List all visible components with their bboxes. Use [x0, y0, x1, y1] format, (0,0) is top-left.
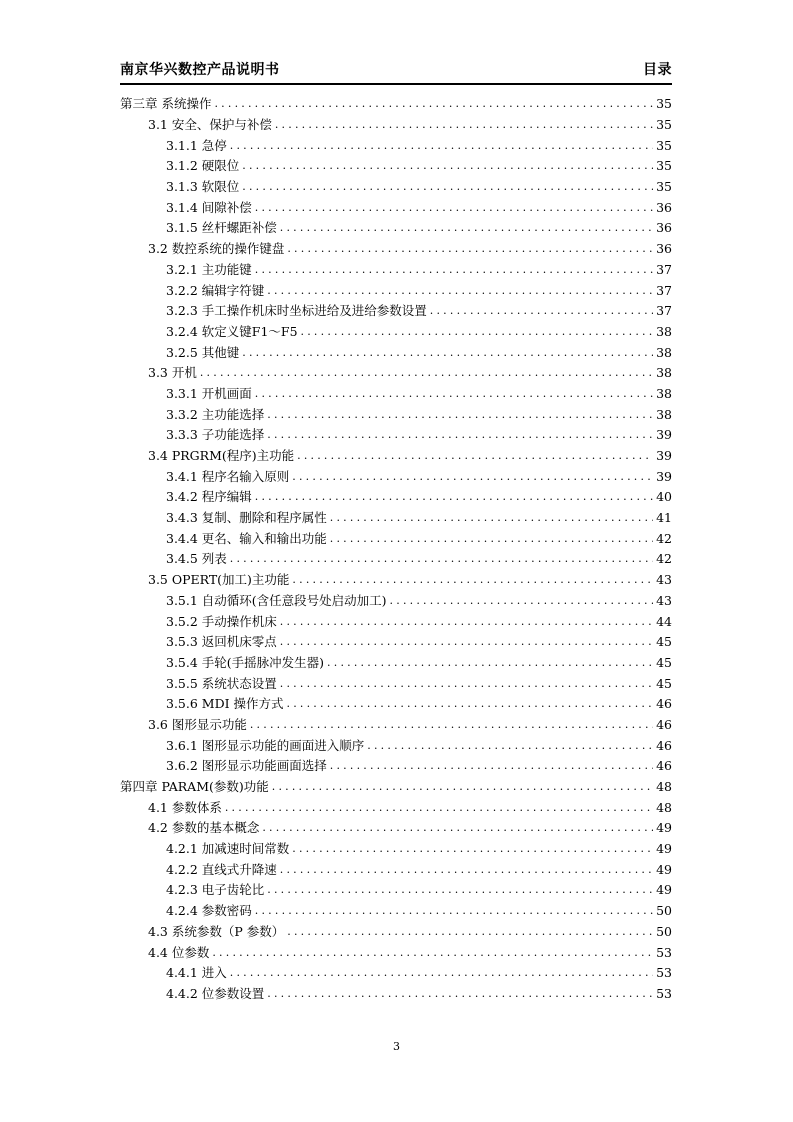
- toc-entry-page: 38: [656, 365, 672, 381]
- toc-entry-title: 3.2.4 软定义键F1～F5: [166, 323, 298, 339]
- toc-entry-page: 35: [656, 137, 672, 153]
- table-of-contents: [120, 94, 672, 1004]
- toc-entry-title: 3.1.4 间隙补偿: [166, 199, 252, 215]
- toc-entry-page: 37: [656, 303, 672, 319]
- toc-entry[interactable]: [120, 94, 672, 115]
- toc-entry-title: 4.2.4 参数密码: [166, 903, 252, 919]
- toc-dot-leader: [262, 818, 653, 838]
- toc-entry-page: 49: [656, 861, 672, 877]
- toc-dot-leader: [242, 177, 653, 197]
- toc-entry-page: 46: [656, 696, 672, 712]
- toc-dot-leader: [367, 736, 653, 756]
- toc-dot-leader: [267, 405, 653, 425]
- toc-entry-page: 37: [656, 261, 672, 277]
- toc-entry-title: 3.3 开机: [148, 365, 197, 381]
- toc-dot-leader: [214, 94, 653, 114]
- toc-entry-title: 3.3.1 开机画面: [166, 385, 252, 401]
- page-number: 3: [393, 1040, 400, 1053]
- toc-entry-title: 3.1.2 硬限位: [166, 158, 240, 174]
- toc-entry[interactable]: [120, 280, 672, 301]
- toc-entry[interactable]: [120, 797, 672, 818]
- toc-entry-title: 3.5.1 自动循环(含任意段号处启动加工): [166, 592, 387, 608]
- toc-entry-page: 46: [656, 758, 672, 774]
- toc-entry[interactable]: [120, 942, 672, 963]
- toc-dot-leader: [287, 694, 653, 714]
- header-title: 南京华兴数控产品说明书: [120, 62, 280, 78]
- toc-dot-leader: [255, 384, 653, 404]
- toc-entry-title: 3.2.5 其他键: [166, 344, 240, 360]
- toc-dot-leader: [280, 218, 653, 238]
- toc-entry[interactable]: [120, 487, 672, 508]
- toc-entry-page: 45: [656, 675, 672, 691]
- toc-entry-title: 3.2.2 编辑字符键: [166, 282, 265, 298]
- toc-entry-page: 46: [656, 716, 672, 732]
- toc-entry-page: 38: [656, 344, 672, 360]
- toc-entry-title: 3.4.1 程序名输入原则: [166, 468, 290, 484]
- toc-entry-title: 3.4.5 列表: [166, 551, 227, 567]
- toc-dot-leader: [212, 943, 653, 963]
- toc-dot-leader: [292, 839, 653, 859]
- toc-entry-title: 3.6.2 图形显示功能画面选择: [166, 758, 327, 774]
- toc-entry-title: 3.6 图形显示功能: [148, 716, 247, 732]
- toc-entry-title: 3.4 PRGRM(程序)主功能: [148, 448, 295, 464]
- toc-entry[interactable]: [120, 508, 672, 529]
- toc-entry[interactable]: [120, 239, 672, 260]
- toc-dot-leader: [280, 612, 653, 632]
- toc-entry-page: 53: [656, 944, 672, 960]
- toc-entry[interactable]: [120, 984, 672, 1005]
- toc-entry-page: 45: [656, 654, 672, 670]
- toc-dot-leader: [275, 115, 653, 135]
- toc-entry[interactable]: [120, 570, 672, 591]
- toc-entry[interactable]: [120, 549, 672, 570]
- toc-entry-page: 50: [656, 923, 672, 939]
- toc-entry-page: 39: [656, 448, 672, 464]
- toc-dot-leader: [255, 901, 653, 921]
- toc-entry[interactable]: [120, 715, 672, 736]
- toc-entry-title: 3.4.2 程序编辑: [166, 489, 252, 505]
- toc-entry-title: 3.4.3 复制、删除和程序属性: [166, 510, 327, 526]
- toc-dot-leader: [200, 363, 653, 383]
- toc-dot-leader: [230, 549, 653, 569]
- toc-entry-page: 45: [656, 634, 672, 650]
- toc-entry-title: 4.2.1 加减速时间常数: [166, 841, 290, 857]
- toc-entry-page: 42: [656, 530, 672, 546]
- toc-entry-page: 38: [656, 323, 672, 339]
- toc-dot-leader: [330, 756, 653, 776]
- toc-dot-leader: [297, 446, 653, 466]
- toc-entry-title: 3.5.2 手动操作机床: [166, 613, 277, 629]
- toc-dot-leader: [230, 963, 653, 983]
- toc-entry[interactable]: [120, 611, 672, 632]
- toc-dot-leader: [255, 260, 653, 280]
- toc-entry[interactable]: [120, 756, 672, 777]
- toc-dot-leader: [267, 984, 653, 1004]
- toc-entry[interactable]: [120, 177, 672, 198]
- toc-entry-title: 3.3.2 主功能选择: [166, 406, 265, 422]
- toc-dot-leader: [267, 281, 653, 301]
- toc-entry-page: 49: [656, 882, 672, 898]
- toc-entry-title: 4.2.3 电子齿轮比: [166, 882, 265, 898]
- toc-entry-title: 3.1 安全、保护与补偿: [148, 117, 272, 133]
- toc-entry-title: 3.2 数控系统的操作键盘: [148, 241, 285, 257]
- header-section: 目录: [643, 62, 672, 78]
- toc-entry[interactable]: [120, 880, 672, 901]
- header-rule: [120, 83, 672, 85]
- toc-entry-page: 38: [656, 385, 672, 401]
- toc-dot-leader: [225, 798, 653, 818]
- toc-dot-leader: [287, 239, 653, 259]
- toc-entry[interactable]: [120, 342, 672, 363]
- toc-dot-leader: [242, 156, 653, 176]
- toc-entry[interactable]: [120, 260, 672, 281]
- toc-entry[interactable]: [120, 197, 672, 218]
- toc-dot-leader: [272, 777, 653, 797]
- toc-entry[interactable]: [120, 115, 672, 136]
- toc-entry[interactable]: [120, 963, 672, 984]
- toc-entry-page: 36: [656, 220, 672, 236]
- toc-entry[interactable]: [120, 653, 672, 674]
- toc-entry[interactable]: [120, 156, 672, 177]
- toc-entry-page: 36: [656, 199, 672, 215]
- toc-entry-title: 第四章 PARAM(参数)功能: [120, 779, 269, 795]
- toc-dot-leader: [292, 570, 653, 590]
- toc-entry[interactable]: [120, 466, 672, 487]
- toc-dot-leader: [327, 653, 653, 673]
- toc-entry-title: 3.1.5 丝杆螺距补偿: [166, 220, 277, 236]
- toc-entry-title: 4.4 位参数: [148, 944, 210, 960]
- toc-entry-page: 39: [656, 468, 672, 484]
- toc-dot-leader: [390, 591, 653, 611]
- toc-dot-leader: [301, 322, 653, 342]
- toc-entry[interactable]: [120, 777, 672, 798]
- toc-entry-title: 3.5.5 系统状态设置: [166, 675, 277, 691]
- toc-entry-title: 3.5.3 返回机床零点: [166, 634, 277, 650]
- toc-entry-page: 40: [656, 489, 672, 505]
- toc-dot-leader: [267, 880, 653, 900]
- toc-entry[interactable]: [120, 218, 672, 239]
- toc-entry-page: 46: [656, 737, 672, 753]
- toc-entry-title: 3.1.1 急停: [166, 137, 227, 153]
- toc-entry-page: 50: [656, 903, 672, 919]
- toc-dot-leader: [430, 301, 653, 321]
- toc-dot-leader: [280, 860, 653, 880]
- toc-entry[interactable]: [120, 818, 672, 839]
- toc-dot-leader: [242, 343, 653, 363]
- toc-dot-leader: [330, 529, 653, 549]
- toc-entry[interactable]: [120, 839, 672, 860]
- toc-entry-page: 43: [656, 592, 672, 608]
- toc-entry-page: 49: [656, 820, 672, 836]
- toc-entry-title: 4.3 系统参数（P 参数）: [148, 923, 285, 939]
- toc-entry-page: 38: [656, 406, 672, 422]
- toc-entry-page: 39: [656, 427, 672, 443]
- toc-entry[interactable]: [120, 901, 672, 922]
- toc-entry[interactable]: [120, 694, 672, 715]
- toc-entry[interactable]: [120, 735, 672, 756]
- toc-entry[interactable]: [120, 363, 672, 384]
- toc-entry-title: 3.5 OPERT(加工)主功能: [148, 572, 290, 588]
- toc-dot-leader: [280, 674, 653, 694]
- toc-dot-leader: [330, 508, 653, 528]
- toc-entry-title: 4.4.2 位参数设置: [166, 985, 265, 1001]
- toc-entry-title: 第三章 系统操作: [120, 96, 212, 112]
- toc-entry[interactable]: [120, 301, 672, 322]
- toc-entry-page: 49: [656, 841, 672, 857]
- toc-entry[interactable]: [120, 859, 672, 880]
- toc-entry-title: 3.4.4 更名、输入和输出功能: [166, 530, 327, 546]
- toc-entry[interactable]: [120, 591, 672, 612]
- toc-entry-page: 35: [656, 96, 672, 112]
- toc-entry[interactable]: [120, 632, 672, 653]
- toc-dot-leader: [267, 425, 653, 445]
- toc-entry-title: 3.5.4 手轮(手摇脉冲发生器): [166, 654, 325, 670]
- toc-entry-title: 4.4.1 进入: [166, 965, 227, 981]
- toc-entry-page: 44: [656, 613, 672, 629]
- toc-entry[interactable]: [120, 922, 672, 943]
- toc-entry-title: 4.1 参数体系: [148, 799, 222, 815]
- toc-entry[interactable]: [120, 322, 672, 343]
- toc-dot-leader: [280, 632, 653, 652]
- toc-entry[interactable]: [120, 446, 672, 467]
- toc-dot-leader: [292, 467, 653, 487]
- toc-entry-page: 36: [656, 241, 672, 257]
- toc-dot-leader: [255, 487, 653, 507]
- toc-entry-title: 3.2.1 主功能键: [166, 261, 252, 277]
- toc-entry[interactable]: [120, 384, 672, 405]
- toc-entry-page: 48: [656, 799, 672, 815]
- toc-entry-title: 3.1.3 软限位: [166, 179, 240, 195]
- toc-entry-page: 35: [656, 179, 672, 195]
- toc-entry-page: 37: [656, 282, 672, 298]
- toc-dot-leader: [255, 198, 653, 218]
- toc-entry[interactable]: [120, 425, 672, 446]
- toc-entry-page: 41: [656, 510, 672, 526]
- toc-entry-title: 3.6.1 图形显示功能的画面进入顺序: [166, 737, 365, 753]
- toc-entry-page: 48: [656, 779, 672, 795]
- toc-entry-title: 3.2.3 手工操作机床时坐标进给及进给参数设置: [166, 303, 427, 319]
- toc-entry-page: 42: [656, 551, 672, 567]
- toc-entry-page: 35: [656, 158, 672, 174]
- toc-entry[interactable]: [120, 404, 672, 425]
- toc-entry-title: 3.5.6 MDI 操作方式: [166, 696, 284, 712]
- toc-dot-leader: [250, 715, 653, 735]
- toc-entry[interactable]: [120, 528, 672, 549]
- toc-entry-page: 43: [656, 572, 672, 588]
- toc-entry-page: 53: [656, 965, 672, 981]
- toc-entry-page: 35: [656, 117, 672, 133]
- toc-entry[interactable]: [120, 135, 672, 156]
- toc-entry[interactable]: [120, 673, 672, 694]
- toc-dot-leader: [230, 136, 653, 156]
- toc-entry-title: 3.3.3 子功能选择: [166, 427, 265, 443]
- toc-dot-leader: [287, 922, 653, 942]
- toc-entry-title: 4.2.2 直线式升降速: [166, 861, 277, 877]
- toc-entry-page: 53: [656, 985, 672, 1001]
- page-header: [120, 60, 672, 79]
- toc-entry-title: 4.2 参数的基本概念: [148, 820, 260, 836]
